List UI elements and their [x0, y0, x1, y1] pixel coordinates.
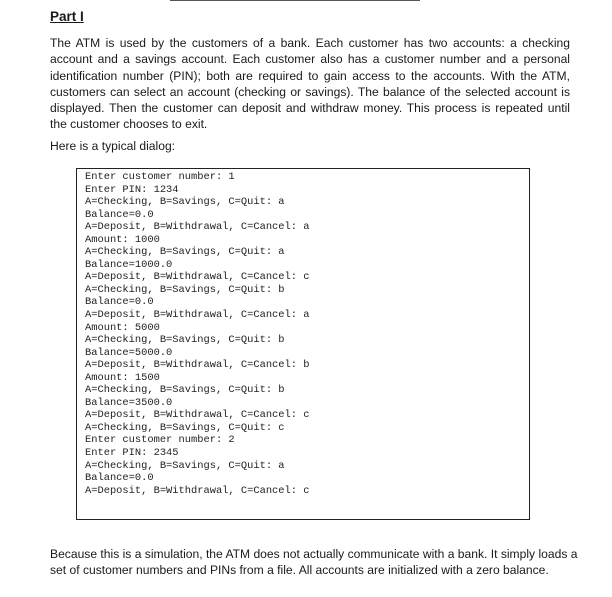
dialog-line: Balance=5000.0 [85, 346, 173, 359]
section-heading: Part I [50, 9, 84, 24]
dialog-line: A=Deposit, B=Withdrawal, C=Cancel: b [85, 359, 310, 372]
dialog-line: A=Deposit, B=Withdrawal, C=Cancel: c [85, 409, 310, 422]
sample-dialog-box [76, 168, 530, 520]
dialog-line: Balance=0.0 [85, 296, 154, 309]
dialog-line: Balance=0.0 [85, 472, 154, 485]
footer-paragraph: Because this is a simulation, the ATM does not actually communicate with a bank. It simply loads a set of customer numbers and PINs from a file. All accounts are initialized with a zero balance. [50, 547, 578, 578]
dialog-line: A=Checking, B=Savings, C=Quit: a [85, 459, 285, 472]
top-divider-line [170, 0, 420, 1]
dialog-line: A=Deposit, B=Withdrawal, C=Cancel: c [85, 271, 310, 284]
dialog-line: Amount: 1500 [85, 371, 160, 384]
dialog-line: A=Checking, B=Savings, C=Quit: c [85, 421, 285, 434]
dialog-line: A=Checking, B=Savings, C=Quit: a [85, 246, 285, 259]
dialog-line: A=Deposit, B=Withdrawal, C=Cancel: a [85, 221, 310, 234]
dialog-line: A=Checking, B=Savings, C=Quit: b [85, 334, 285, 347]
dialog-line: A=Checking, B=Savings, C=Quit: a [85, 196, 285, 209]
dialog-line: Amount: 5000 [85, 321, 160, 334]
dialog-line: Enter PIN: 2345 [85, 447, 179, 460]
dialog-line: A=Deposit, B=Withdrawal, C=Cancel: c [85, 484, 310, 497]
dialog-line: Balance=0.0 [85, 208, 154, 221]
dialog-line: Enter customer number: 1 [85, 171, 235, 183]
dialog-line: Balance=1000.0 [85, 258, 173, 271]
dialog-line: A=Checking, B=Savings, C=Quit: b [85, 384, 285, 397]
dialog-line: Balance=3500.0 [85, 396, 173, 409]
dialog-line: A=Checking, B=Savings, C=Quit: b [85, 283, 285, 296]
dialog-line: Enter PIN: 1234 [85, 183, 179, 196]
dialog-intro-text: Here is a typical dialog: [50, 139, 176, 153]
dialog-line: Amount: 1000 [85, 233, 160, 246]
dialog-line: Enter customer number: 2 [85, 434, 235, 447]
dialog-line: A=Deposit, B=Withdrawal, C=Cancel: a [85, 309, 310, 322]
intro-paragraph: The ATM is used by the customers of a bank. Each customer has two accounts: a checking account and a savings account. Each customer also has a customer number and a personal identification number (PIN); both are required to gain access to the accounts. With the ATM, customers can select an account (checking or savings). The balance of the selected account is displayed. Then the customer can deposit and withdraw money. This process is repeated until the customer chooses to exit. [50, 36, 570, 132]
